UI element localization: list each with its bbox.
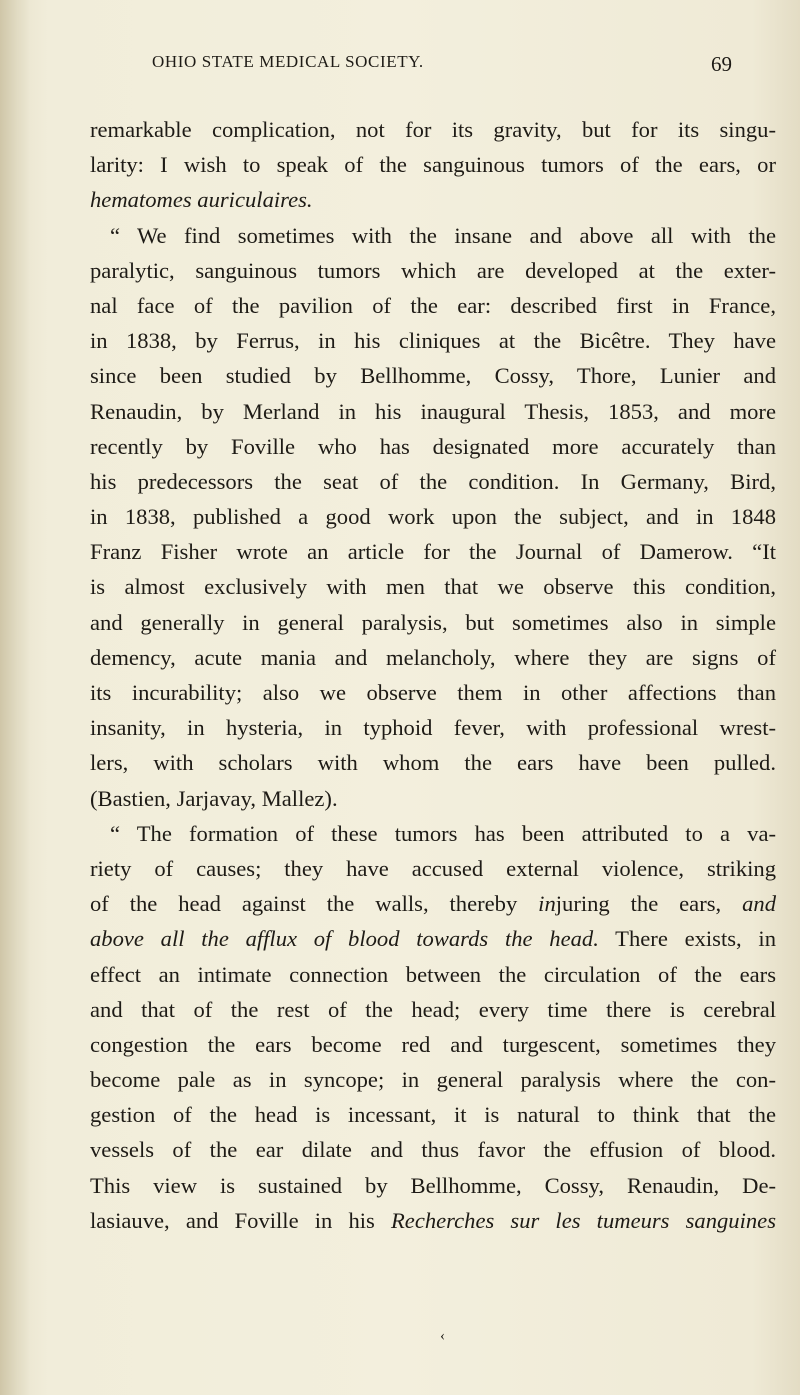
text-segment: This view is sustained by Bellhomme, Cossy, Renaudin, De-: [90, 1172, 776, 1198]
text-line: [90, 464, 776, 499]
text-line: [90, 1062, 776, 1097]
text-line: [90, 1168, 776, 1203]
text-segment: demency, acute mania and melancholy, where they are signs of: [90, 644, 776, 670]
text-segment: gestion of the head is incessant, it is natural to think that the: [90, 1102, 776, 1128]
text-line: [90, 886, 776, 921]
text-segment: remarkable complication, not for its gravity, but for its singu-: [90, 117, 776, 142]
text-segment: Renaudin, by Merland in his inaugural Thesis, 1853, and more: [90, 398, 776, 424]
text-line: [90, 1027, 776, 1062]
italic-text: hematomes auriculaires.: [90, 187, 313, 213]
text-segment: insanity, in hysteria, in typhoid fever, with professional wrest-: [90, 715, 776, 741]
page-number: 69: [711, 52, 732, 76]
text-segment: since been studied by Bellhomme, Cossy, Thore, Lunier and: [90, 363, 776, 389]
text-line: [90, 1132, 776, 1167]
text-segment: Franz Fisher wrote an article for the Journal of Damerow. “It: [90, 539, 776, 565]
page-edge-shadow: [0, 0, 30, 1395]
text-segment: juring the ears,: [555, 891, 743, 917]
text-segment: congestion the ears become red and turgescent, sometimes they: [90, 1031, 776, 1057]
text-line: [90, 781, 776, 816]
text-segment: “ We find sometimes with the insane and above all with the: [110, 222, 776, 248]
text-line: [90, 816, 776, 851]
text-line: [90, 957, 776, 992]
italic-text: in: [538, 891, 556, 917]
text-segment: become pale as in syncope; in general paralysis where the con-: [90, 1067, 776, 1093]
text-line: [90, 710, 776, 745]
text-segment: nal face of the pavilion of the ear: described first in France,: [90, 292, 776, 318]
text-segment: vessels of the ear dilate and thus favor the effusion of blood.: [90, 1137, 776, 1163]
text-line: [90, 534, 776, 569]
ink-mark: ‹: [440, 1328, 445, 1344]
text-line: [90, 499, 776, 534]
text-line: [90, 429, 776, 464]
text-segment: (Bastien, Jarjavay, Mallez).: [90, 785, 338, 811]
text-segment: larity: I wish to speak of the sanguinous tumors of the ears, or: [90, 152, 776, 178]
text-segment: and generally in general paralysis, but sometimes also in simple: [90, 609, 776, 635]
text-line: [90, 745, 776, 780]
text-segment: of the head against the walls, thereby: [90, 891, 539, 917]
text-segment: “ The formation of these tumors has been attributed to a va-: [110, 820, 776, 846]
text-line: [90, 569, 776, 604]
text-segment: his predecessors the seat of the condition. In Germany, Bird,: [90, 468, 776, 494]
text-line: [90, 112, 776, 147]
text-line: [90, 288, 776, 323]
text-segment: and that of the rest of the head; every time there is cerebral: [90, 996, 776, 1022]
text-segment: riety of causes; they have accused external violence, striking: [90, 855, 776, 881]
text-line: [90, 394, 776, 429]
text-line: [90, 358, 776, 393]
italic-text: and: [742, 891, 776, 917]
text-line: [90, 921, 776, 956]
text-line: [90, 323, 776, 358]
text-segment: in 1838, published a good work upon the subject, and in 1848: [90, 504, 776, 530]
text-line: [90, 218, 776, 253]
page-header: [100, 50, 760, 90]
text-line: [90, 1097, 776, 1132]
text-segment: lasiauve, and Foville in his: [90, 1207, 391, 1233]
text-line: [90, 253, 776, 288]
text-line: [90, 851, 776, 886]
text-segment: There exists, in: [598, 926, 776, 952]
running-head: OHIO STATE MEDICAL SOCIETY.: [152, 52, 424, 71]
text-segment: is almost exclusively with men that we observe this condition,: [90, 574, 776, 600]
text-line: [90, 1203, 776, 1238]
italic-text: above all the afflux of blood towards the head.: [90, 926, 599, 952]
text-line: [90, 640, 776, 675]
text-line: [90, 992, 776, 1027]
text-line: [90, 182, 776, 217]
text-line: [90, 147, 776, 182]
text-segment: its incurability; also we observe them in other affections than: [90, 680, 776, 705]
text-segment: effect an intimate connection between the circulation of the ears: [90, 961, 776, 987]
text-segment: lers, with scholars with whom the ears have been pulled.: [90, 750, 776, 776]
body-text: [90, 112, 776, 1238]
text-line: [90, 675, 776, 710]
text-segment: paralytic, sanguinous tumors which are developed at the exter-: [90, 257, 776, 283]
text-segment: recently by Foville who has designated more accurately than: [90, 433, 776, 459]
text-segment: in 1838, by Ferrus, in his cliniques at the Bicêtre. They have: [90, 328, 776, 354]
italic-text: Recherches sur les tumeurs sanguines: [390, 1207, 776, 1233]
text-line: [90, 605, 776, 640]
